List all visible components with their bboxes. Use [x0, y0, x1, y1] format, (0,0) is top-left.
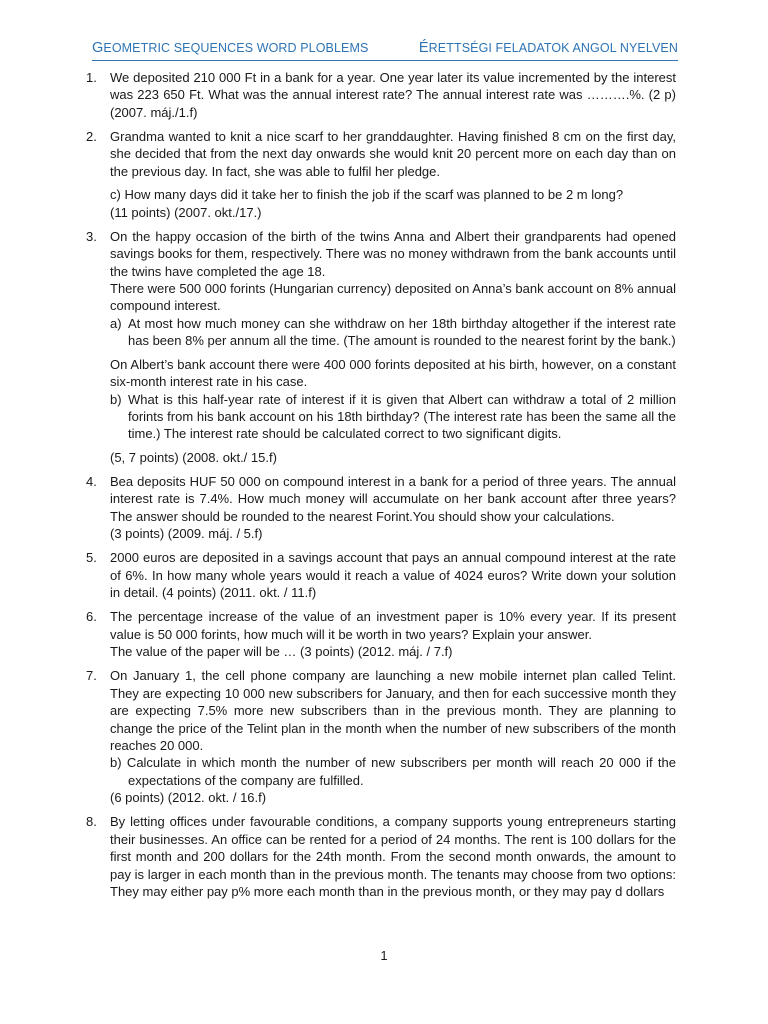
subpart-text: At most how much money can she withdraw on her 18th birthday altogether if the interest rate has been 8% per annum all the time. (The amount is rounded to the nearest forint by the bank.): [128, 315, 676, 349]
question-text: By letting offices under favourable conditions, a company supports young entrepreneurs starting their businesses. An office can be rented for a period of 24 months. The rent is 100 dollars for the first month and 200 dollars for the 24th month. From the second month onwards, the amount to pay is larger in each month than in the previous month. The tenants may choose from two options: They may either pay p% more each month than in the previous month, or they may pay d dollars: [110, 814, 676, 900]
question-text: On January 1, the cell phone company are launching a new mobile internet plan called Telint. They are expecting 10 000 new subscribers for January, and then for each successive month they are expecting 7.5% more new subscribers than in the previous month. They are planning to change the price of the Telint plan in the month when the number of new subscribers of the month reaches 20 000.: [110, 668, 676, 753]
question-number: 7.: [86, 668, 97, 684]
question-number: 5.: [86, 550, 97, 566]
header-left-title: GEOMETRIC SEQUENCES WORD PLOBLEMS: [92, 40, 369, 56]
subpart-text: What is this half-year rate of interest if it is given that Albert can withdraw a total of 2 million forints from his bank account on his 18th birthday? (The interest rate has been the same all the time.) The interest rate should be calculated correct to two significant digits.: [128, 391, 676, 442]
question-points: (11 points) (2007. okt./17.): [110, 204, 262, 220]
question-text: Bea deposits HUF 50 000 on compound interest in a bank for a period of three years. The annual interest rate is 7.4%. How much money will accumulate on her bank account after three years? The answer should be rounded to the nearest Forint.You should show your calculations.: [110, 473, 676, 524]
question-text: Grandma wanted to knit a nice scarf to her granddaughter. Having finished 8 cm on the first day, she decided that from the next day onwards she would knit 20 percent more on each day than on the previous day. In fact, she was able to fulfil her pledge.: [110, 129, 676, 179]
question-8: [80, 813, 676, 900]
question-5: [80, 549, 676, 601]
question-points: (5, 7 points) (2008. okt./ 15.f): [110, 449, 277, 465]
question-number: 8.: [86, 814, 97, 830]
question-subpart: b) Calculate in which month the number of new subscribers per month will reach 20 000 if the expectations of the company are fulfilled.: [110, 755, 676, 788]
question-list: [80, 69, 676, 907]
question-2: [80, 128, 676, 221]
question-text: We deposited 210 000 Ft in a bank for a year. One year later its value incremented by the interest was 223 650 Ft. What was the annual interest rate? The annual interest rate was ……….%. (2 p) (2007. máj./1.f): [110, 70, 676, 120]
question-6: [80, 608, 676, 660]
question-text: On Albert’s bank account there were 400 000 forints deposited at his birth, however, on a constant six-month interest rate in his case.: [110, 356, 676, 390]
question-subpart-b: [110, 391, 676, 443]
question-text: On the happy occasion of the birth of the twins Anna and Albert their grandparents had opened savings books for them, respectively. There was no money withdrawn from the bank accounts until the twins have completed the age 18.: [110, 228, 676, 279]
question-number: 3.: [86, 228, 97, 244]
page-number: 1: [380, 948, 388, 963]
question-4: [80, 473, 676, 543]
question-subpart-a: [110, 315, 676, 350]
question-points: (6 points) (2012. okt. / 16.f): [110, 790, 267, 806]
question-text: 2000 euros are deposited in a savings account that pays an annual compound interest at the rate of 6%. In how many whole years would it reach a value of 4024 euros? Write down your solution in detail. (4 points) (2011. okt. / 11.f): [110, 550, 676, 601]
question-text: The value of the paper will be … (3 points) (2012. máj. / 7.f): [110, 644, 453, 660]
question-text: The percentage increase of the value of an investment paper is 10% every year. If its present value is 50 000 forints, how much will it be worth in two years? Explain your answer.: [110, 609, 676, 642]
header-right-title: ÉRETTSÉGI FELADATOK ANGOL NYELVEN: [418, 40, 678, 56]
question-number: 6.: [86, 609, 97, 625]
question-7: [80, 667, 676, 806]
page-header: [92, 40, 678, 61]
question-number: 1.: [86, 70, 97, 85]
question-text: There were 500 000 forints (Hungarian currency) deposited on Anna’s bank account on 8% annual compound interest.: [110, 281, 676, 314]
question-points: (3 points) (2009. máj. / 5.f): [110, 526, 263, 542]
question-3: [80, 228, 676, 466]
subpart-label: a): [110, 315, 122, 331]
question-subpart: c) How many days did it take her to finish the job if the scarf was planned to be 2 m long?: [110, 187, 624, 203]
question-number: 2.: [86, 129, 97, 145]
question-number: 4.: [86, 473, 97, 489]
subpart-label: b): [110, 391, 122, 407]
question-1: [80, 69, 676, 121]
